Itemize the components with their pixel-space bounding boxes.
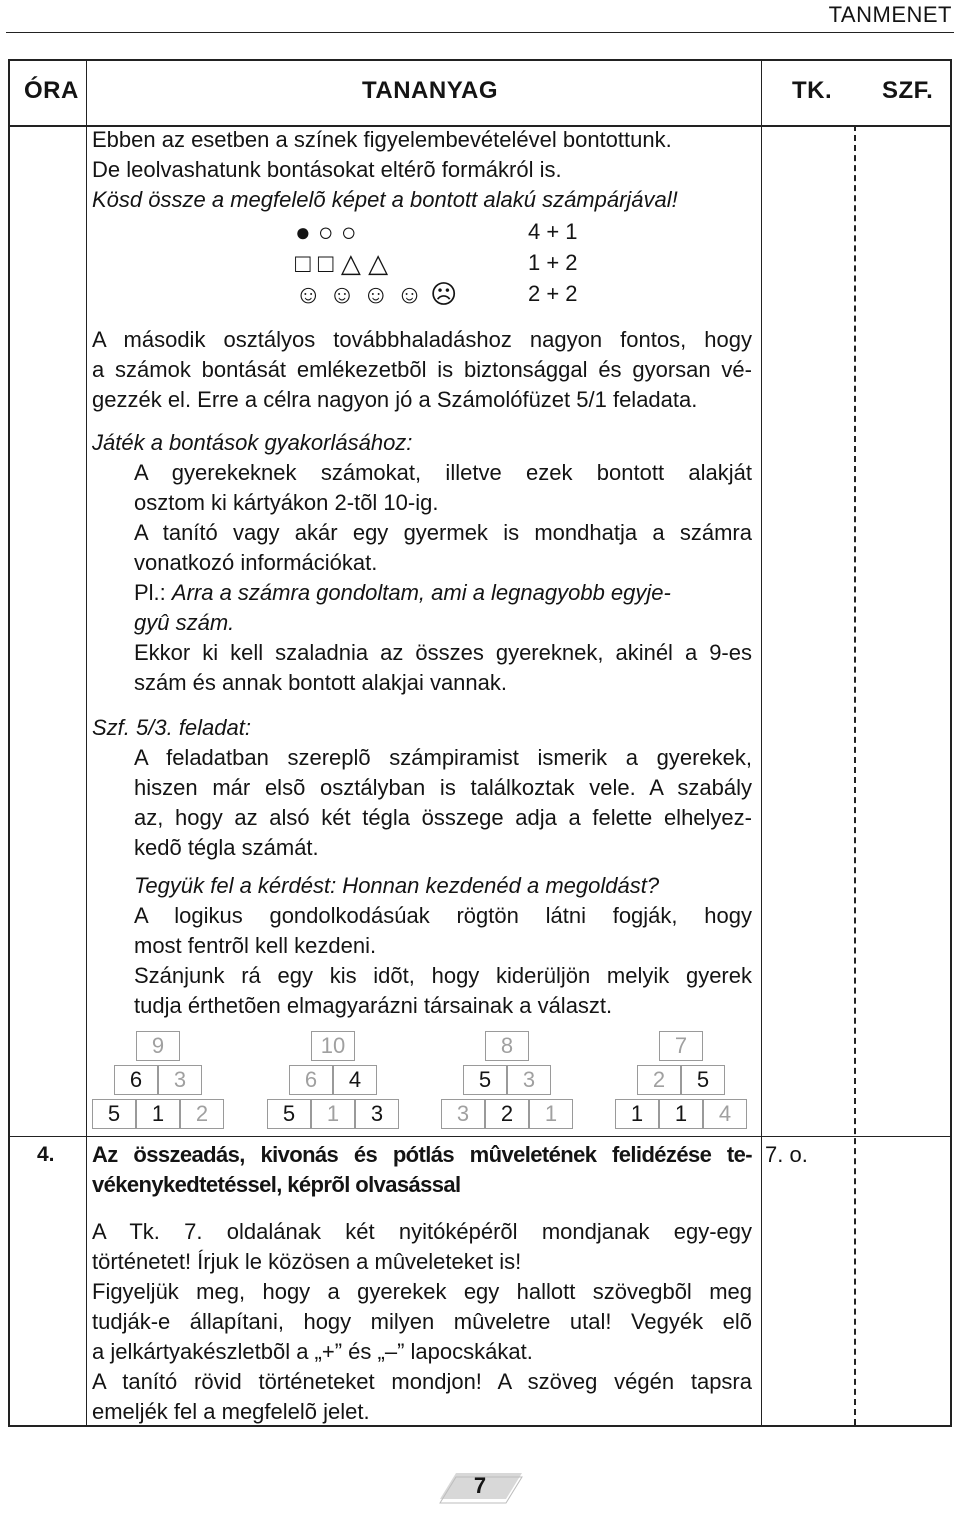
text-line: Figyeljük meg, hogy a gyerekek egy hallott szövegbõl meg <box>92 1279 752 1304</box>
col-header-ora: ÓRA <box>24 77 79 104</box>
header-rule <box>6 32 954 33</box>
example-prefix: Pl.: <box>134 580 172 605</box>
task-instruction: Kösd össze a megfelelõ képet a bontott alakú számpárjával! <box>92 187 678 212</box>
shape-group-squares-triangles: □ □ △ △ <box>295 248 389 278</box>
text-line: emeljék fel a megfelelõ jelet. <box>92 1399 370 1424</box>
text-line: most fentrõl kell kezdeni. <box>134 933 377 958</box>
pyramid-brick: 4 <box>333 1065 377 1095</box>
text-line: Ebben az esetben a színek figyelembevételével bontottunk. <box>92 127 672 152</box>
table-header <box>10 61 950 127</box>
example-line <box>134 578 752 608</box>
game-title: Játék a bontások gyakorlásához: <box>92 430 413 455</box>
pyramid-brick: 2 <box>485 1099 529 1129</box>
pyramid-brick: 3 <box>441 1099 485 1129</box>
text-line: A tanító vagy akár egy gyermek is mondhatja a számra <box>134 520 752 545</box>
column-divider <box>761 61 762 1425</box>
text-line: kedõ tégla számát. <box>134 835 319 860</box>
example-text: gyû szám. <box>134 610 235 635</box>
text-line: A tanító rövid történeteket mondjon! A szöveg végén tapsra <box>92 1369 752 1394</box>
pyramid-brick: 3 <box>158 1065 202 1095</box>
text-line: tudja érthetõen elmagyarázni társainak a választ. <box>134 993 613 1018</box>
text-line: az, hogy az alsó két tégla összege adja a felette elhelyez- <box>134 805 752 830</box>
lesson-title: Az összeadás, kivonás és pótlás mûveletének felidézése te- <box>92 1142 752 1167</box>
pyramid-brick: 6 <box>114 1065 158 1095</box>
text-line: Ekkor ki kell szaladnia az összes gyereknek, akinél a 9-es <box>134 640 752 665</box>
row-divider <box>10 1136 950 1137</box>
text-line: A feladatban szereplõ számpiramist ismerik a gyerekek, <box>134 745 752 770</box>
example-text: Arra a számra gondoltam, ami a legnagyobb egyje- <box>171 580 671 605</box>
question-text: Tegyük fel a kérdést: Honnan kezdenéd a megoldást? <box>134 873 660 898</box>
pyramid-brick: 5 <box>267 1099 311 1129</box>
text-line: osztom ki kártyákon 2-tõl 10-ig. <box>134 490 439 515</box>
pyramid-brick: 5 <box>463 1065 507 1095</box>
pyramid-brick: 1 <box>615 1099 659 1129</box>
text-line: A Tk. 7. oldalának két nyitóképérõl mondjanak egy-egy <box>92 1219 752 1244</box>
lesson-title: vékenykedtetéssel, képrõl olvasással <box>92 1172 461 1197</box>
pyramid-brick: 3 <box>507 1065 551 1095</box>
column-divider-dashed <box>854 125 856 1425</box>
pyramid-brick: 10 <box>311 1031 355 1061</box>
text-line: tudják-e állapítani, hogy milyen mûveletre utal! Vegyék elõ <box>92 1309 752 1334</box>
pyramid-brick: 5 <box>92 1099 136 1129</box>
col-header-tk: TK. <box>792 77 833 104</box>
text-line: vonatkozó információkat. <box>134 550 378 575</box>
text-line: hiszen már elsõ osztályban is találkoztak vele. A szabály <box>134 775 752 800</box>
text-line: A gyerekeknek számokat, illetve ezek bontott alakját <box>134 460 752 485</box>
text-line: a jelkártyakészletbõl a „+” és „–” lapocskákat. <box>92 1339 533 1364</box>
text-line: Szánjunk rá egy kis idõt, hogy kiderüljön melyik gyerek <box>134 963 752 988</box>
pyramid-brick: 2 <box>180 1099 224 1129</box>
pyramid-brick: 5 <box>681 1065 725 1095</box>
text-line: gezzék el. Erre a célra nagyon jó a Számolófüzet 5/1 feladata. <box>92 387 698 412</box>
running-header: TANMENET <box>828 2 952 27</box>
shape-group-circles: ● ○ ○ <box>295 217 357 247</box>
page-number-badge <box>436 1469 524 1507</box>
pyramid-brick: 6 <box>289 1065 333 1095</box>
text-line: történetet! Írjuk le közösen a mûveleteket is! <box>92 1249 522 1274</box>
pyramid-brick: 1 <box>529 1099 573 1129</box>
pyramid-brick: 9 <box>136 1031 180 1061</box>
pyramid-brick: 7 <box>659 1031 703 1061</box>
sum-expression: 4 + 1 <box>528 219 578 244</box>
col-header-szf: SZF. <box>882 77 934 104</box>
sum-expression: 1 + 2 <box>528 250 578 275</box>
column-divider <box>86 61 87 1425</box>
shape-group-smileys: ☺ ☺ ☺ ☺ ☹ <box>295 279 458 309</box>
text-line: De leolvashatunk bontásokat eltérõ formákról is. <box>92 157 562 182</box>
szf-task-title: Szf. 5/3. feladat: <box>92 715 251 740</box>
text-line: szám és annak bontott alakjai vannak. <box>134 670 508 695</box>
col-header-tananyag: TANANYAG <box>362 77 499 104</box>
pyramid-brick: 1 <box>659 1099 703 1129</box>
page-number: 7 <box>473 1473 487 1498</box>
pyramid-brick: 1 <box>311 1099 355 1129</box>
pyramid-brick: 8 <box>485 1031 529 1061</box>
pyramid-brick: 1 <box>136 1099 180 1129</box>
sum-expression: 2 + 2 <box>528 281 578 306</box>
text-line: A második osztályos továbbhaladáshoz nagyon fontos, hogy <box>92 327 752 352</box>
text-line: A logikus gondolkodásúak rögtön látni fogják, hogy <box>134 903 752 928</box>
pyramid-brick: 4 <box>703 1099 747 1129</box>
text-line: a számok bontását emlékezetbõl is biztonsággal és gyorsan vé- <box>92 357 752 382</box>
lesson-number: 4. <box>37 1143 55 1166</box>
pyramid-brick: 2 <box>637 1065 681 1095</box>
tk-page-ref: 7. o. <box>765 1142 808 1167</box>
pyramid-brick: 3 <box>355 1099 399 1129</box>
